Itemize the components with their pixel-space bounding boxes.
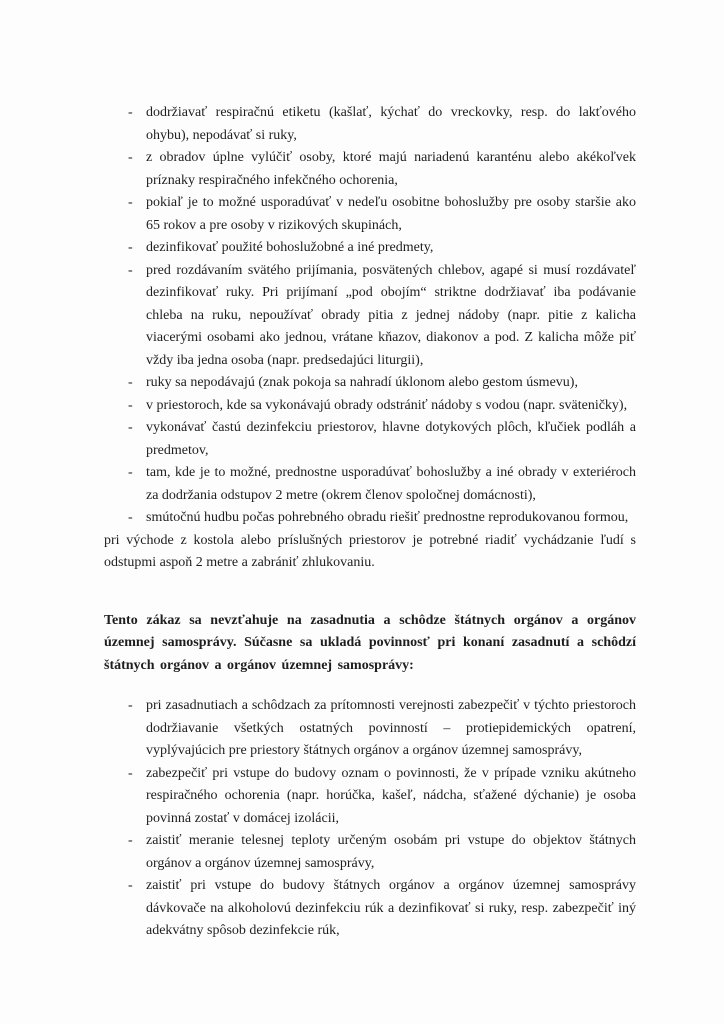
list-item-text: ruky sa nepodávajú (znak pokoja sa nahradí úklonom alebo gestom úsmevu), xyxy=(146,375,578,390)
bullet-dash: - xyxy=(128,878,133,893)
bullet-dash: - xyxy=(128,397,133,413)
list-item-text: zaistiť meranie telesnej teploty určeným osobám pri vstupe do objektov štátnych orgánov a orgánov územnej samosprávy, xyxy=(146,833,636,871)
list-item xyxy=(104,417,636,462)
list-item-text: dodržiavať respiračnú etiketu (kašlať, kýchať do vreckovky, resp. do lakťového ohybu), nepodávať si ruky, xyxy=(146,105,636,143)
bullet-dash: - xyxy=(128,240,133,255)
list-item xyxy=(104,507,636,530)
bullet-dash: - xyxy=(128,375,133,390)
list-item-text: vykonávať častú dezinfekciu priestorov, hlavne dotykových plôch, kľučiek podláh a predmetov, xyxy=(146,420,636,458)
bullet-dash: - xyxy=(128,510,133,525)
bullet-dash: - xyxy=(128,150,133,165)
bullet-dash: - xyxy=(128,765,133,781)
bullet-dash: - xyxy=(128,465,133,480)
measures-bullet-list xyxy=(104,102,636,530)
list-item xyxy=(104,237,636,260)
list-item-text: pri zasadnutiach a schôdzach za prítomnosti verejnosti zabezpečiť v týchto priestoroch dodržiavanie všetkých ostatných povinností – protiepidemických opatrení, vyplývajúcich pre priestory štátnych orgánov a orgánov územnej samosprávy, xyxy=(146,698,636,758)
list-item xyxy=(104,830,636,875)
bullet-dash: - xyxy=(128,262,133,278)
bullet-dash: - xyxy=(128,195,133,210)
list-item-text: tam, kde je to možné, prednostne usporadúvať bohoslužby a iné obrady v exteriéroch za dodržania odstupov 2 metre (okrem členov spoločnej domácnosti), xyxy=(146,465,636,503)
list-item xyxy=(104,875,636,943)
list-item xyxy=(104,192,636,237)
exemption-paragraph: Tento zákaz sa nevzťahuje na zasadnutia a schôdze štátnych orgánov a orgánov územnej samosprávy. Súčasne sa ukladá povinnosť pri konaní zasadnutí a schôdzí štátnych orgánov a orgánov územnej samosprávy: xyxy=(104,612,636,673)
list-item-text: z obradov úplne vylúčiť osoby, ktoré majú nariadenú karanténu alebo akékoľvek príznaky respiračného infekčného ochorenia, xyxy=(146,150,636,188)
list-item xyxy=(104,147,636,192)
list-item xyxy=(104,763,636,831)
obligations-bullet-list xyxy=(104,695,636,943)
list-item xyxy=(104,462,636,507)
list-item-text: v priestoroch, kde sa vykonávajú obrady odstrániť nádoby s vodou (napr. sväteničky), xyxy=(146,397,628,413)
list-item-text: dezinfikovať použité bohoslužobné a iné predmety, xyxy=(146,240,434,255)
bullet-dash: - xyxy=(128,420,133,435)
list-item-text: pokiaľ je to možné usporadúvať v nedeľu osobitne bohoslužby pre osoby staršie ako 65 rokov a pre osoby v rizikových skupinách, xyxy=(146,195,636,233)
closing-paragraph: pri východe z kostola alebo príslušných priestorov je potrebné riadiť vychádzanie ľudí s odstupmi aspoň 2 metre a zabrániť zhlukovaniu. xyxy=(104,532,636,570)
list-item-text: zabezpečiť pri vstupe do budovy oznam o povinnosti, že v prípade vzniku akútneho respiračného ochorenia (napr. horúčka, kašeľ, nádcha, sťažené dýchanie) je osoba povinná zostať v domácej izolácii, xyxy=(146,765,636,826)
list-item xyxy=(104,102,636,147)
list-item-text: smútočnú hudbu počas pohrebného obradu riešiť prednostne reprodukovanou formou, xyxy=(146,510,629,525)
list-item-text: zaistiť pri vstupe do budovy štátnych orgánov a orgánov územnej samosprávy dávkovače na alkoholovú dezinfekciu rúk a dezinfikovať si ruky, resp. zabezpečiť iný adekvátny spôsob dezinfekcie rúk, xyxy=(146,878,636,938)
list-item-text: pred rozdávaním svätého prijímania, posvätených chlebov, agapé si musí rozdávateľ dezinfikovať ruky. Pri prijímaní „pod obojím“ striktne dodržiavať iba podávanie chleba na ruku, nepoužívať obrady pitia z jednej nádoby (napr. pitie z kalicha viacerými osobami ako jednou, vrátane kňazov, diakonov a pod. Z kalicha môže piť vždy iba jedna osoba (napr. predsedajúci liturgii), xyxy=(146,262,636,368)
list-item xyxy=(104,260,636,373)
bullet-dash: - xyxy=(128,833,133,848)
bullet-dash: - xyxy=(128,698,133,713)
bullet-dash: - xyxy=(128,105,133,120)
list-item xyxy=(104,395,636,418)
list-item xyxy=(104,372,636,395)
list-item xyxy=(104,695,636,763)
